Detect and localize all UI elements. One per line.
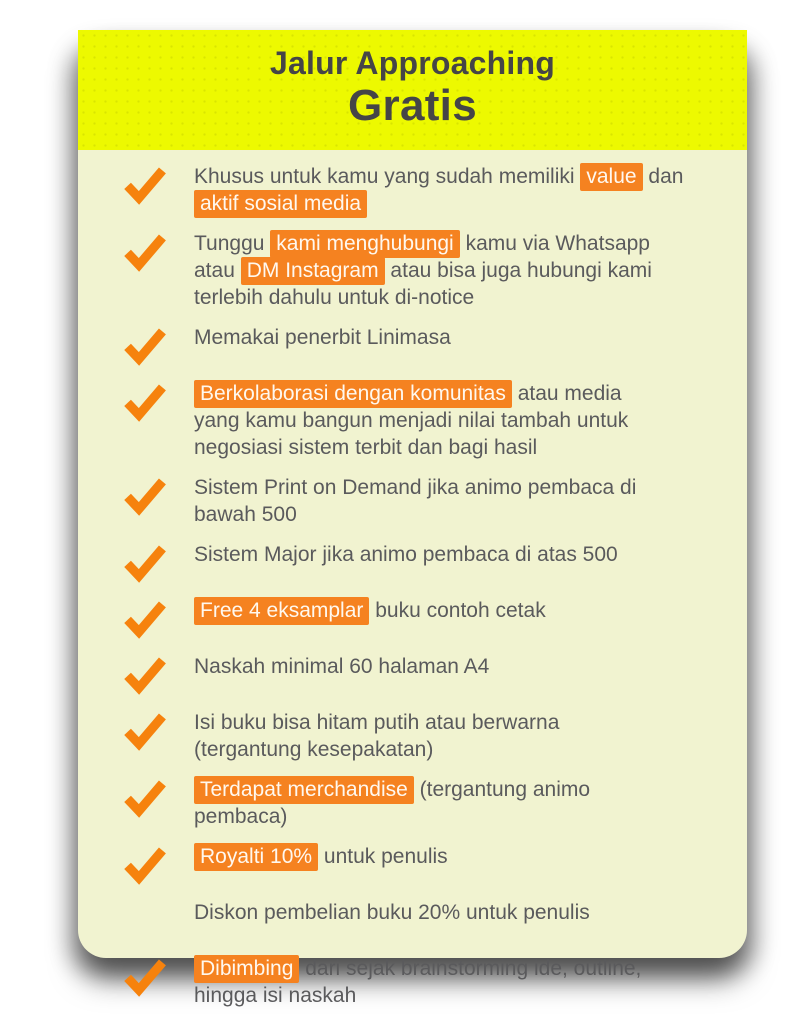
- checklist-item: [118, 708, 707, 763]
- check-icon: [118, 162, 172, 206]
- checklist-item: [118, 229, 707, 311]
- check-icon: [118, 229, 172, 273]
- check-icon: [118, 323, 172, 367]
- checklist-item: [118, 596, 707, 640]
- flyer-card: [78, 30, 747, 1007]
- highlighted-text: value: [580, 163, 642, 191]
- check-icon-placeholder: [118, 898, 172, 942]
- checklist-item-text: [194, 898, 590, 926]
- plain-text: Sistem Major jika animo pembaca di atas 500: [194, 543, 618, 566]
- plain-text: atau media: [511, 382, 622, 405]
- text-line: [194, 284, 652, 311]
- plain-text: dan: [642, 165, 684, 188]
- check-icon: [118, 473, 172, 517]
- plain-text: Memakai penerbit Linimasa: [194, 326, 451, 349]
- plain-text: bawah 500: [194, 503, 297, 526]
- plain-text: terlebih dahulu untuk di-notice: [194, 286, 475, 309]
- checklist-item: [118, 842, 707, 886]
- checklist-item-text: [194, 708, 559, 763]
- checklist-item-text: [194, 842, 448, 870]
- card-subtitle: Gratis: [348, 81, 477, 130]
- plain-text: yang kamu bangun menjadi nilai tambah untuk: [194, 409, 629, 432]
- checklist-item-text: [194, 540, 618, 568]
- text-line: [194, 257, 652, 284]
- plain-text: pembaca): [194, 805, 288, 828]
- text-line: [194, 407, 628, 434]
- text-line: [194, 899, 590, 926]
- highlighted-text: Free 4 eksamplar: [194, 597, 369, 625]
- checklist-item-text: [194, 379, 628, 461]
- text-line: [194, 501, 636, 528]
- check-icon: [118, 842, 172, 886]
- text-line: [194, 541, 618, 568]
- card-header: [78, 30, 747, 150]
- check-icon: [118, 775, 172, 819]
- text-line: [194, 190, 683, 217]
- text-line: [194, 474, 636, 501]
- text-line: [194, 955, 641, 982]
- checklist-item: [118, 473, 707, 528]
- text-line: [194, 709, 559, 736]
- checklist-item-text: [194, 775, 590, 830]
- highlighted-text: Berkolaborasi dengan komunitas: [194, 380, 512, 408]
- check-icon: [118, 379, 172, 423]
- text-line: [194, 776, 590, 803]
- check-icon: [118, 540, 172, 584]
- text-line: [194, 653, 489, 680]
- checklist-item: [118, 775, 707, 830]
- plain-text: untuk penulis: [318, 845, 448, 868]
- highlighted-text: Royalti 10%: [194, 843, 318, 871]
- plain-text: dari sejak brainstorming ide, outline,: [299, 957, 642, 980]
- plain-text: Naskah minimal 60 halaman A4: [194, 655, 490, 678]
- text-line: [194, 803, 590, 830]
- checklist: [78, 150, 747, 1027]
- plain-text: negosiasi sistem terbit dan bagi hasil: [194, 436, 538, 459]
- plain-text: Sistem Print on Demand jika animo pembaca di: [194, 476, 637, 499]
- plain-text: atau: [194, 259, 241, 282]
- plain-text: Diskon pembelian buku 20% untuk penulis: [194, 901, 590, 924]
- highlighted-text: Dibimbing: [194, 955, 299, 983]
- checklist-item-text: [194, 652, 489, 680]
- plain-text: Khusus untuk kamu yang sudah memiliki: [194, 165, 581, 188]
- text-line: [194, 597, 546, 624]
- highlighted-text: Terdapat merchandise: [194, 776, 414, 804]
- plain-text: Tunggu: [194, 232, 271, 255]
- checklist-item-text: [194, 323, 451, 351]
- checklist-item: [118, 323, 707, 367]
- highlighted-text: kami menghubungi: [270, 230, 459, 258]
- checklist-item-text: [194, 162, 683, 217]
- checklist-item: [118, 954, 707, 1009]
- plain-text: (tergantung animo: [413, 778, 591, 801]
- plain-text: hingga isi naskah: [194, 984, 357, 1007]
- text-line: [194, 736, 559, 763]
- checklist-item: [118, 898, 707, 942]
- checklist-item: [118, 652, 707, 696]
- checklist-item: [118, 540, 707, 584]
- text-line: [194, 324, 451, 351]
- highlighted-text: aktif sosial media: [194, 190, 367, 218]
- plain-text: kamu via Whatsapp: [459, 232, 650, 255]
- plain-text: atau bisa juga hubungi kami: [384, 259, 652, 282]
- text-line: [194, 843, 448, 870]
- checklist-item: [118, 162, 707, 217]
- text-line: [194, 230, 652, 257]
- text-line: [194, 982, 641, 1009]
- highlighted-text: DM Instagram: [241, 257, 385, 285]
- check-icon: [118, 652, 172, 696]
- check-icon: [118, 954, 172, 998]
- checklist-item-text: [194, 229, 652, 311]
- checklist-item-text: [194, 954, 641, 1009]
- checklist-item-text: [194, 596, 546, 624]
- text-line: [194, 163, 683, 190]
- check-icon: [118, 596, 172, 640]
- text-line: [194, 380, 628, 407]
- card-title: Jalur Approaching: [270, 45, 555, 81]
- text-line: [194, 434, 628, 461]
- plain-text: buku contoh cetak: [369, 599, 546, 622]
- check-icon: [118, 708, 172, 752]
- plain-text: Isi buku bisa hitam putih atau berwarna: [194, 711, 560, 734]
- plain-text: (tergantung kesepakatan): [194, 738, 434, 761]
- checklist-item-text: [194, 473, 636, 528]
- checklist-item: [118, 379, 707, 461]
